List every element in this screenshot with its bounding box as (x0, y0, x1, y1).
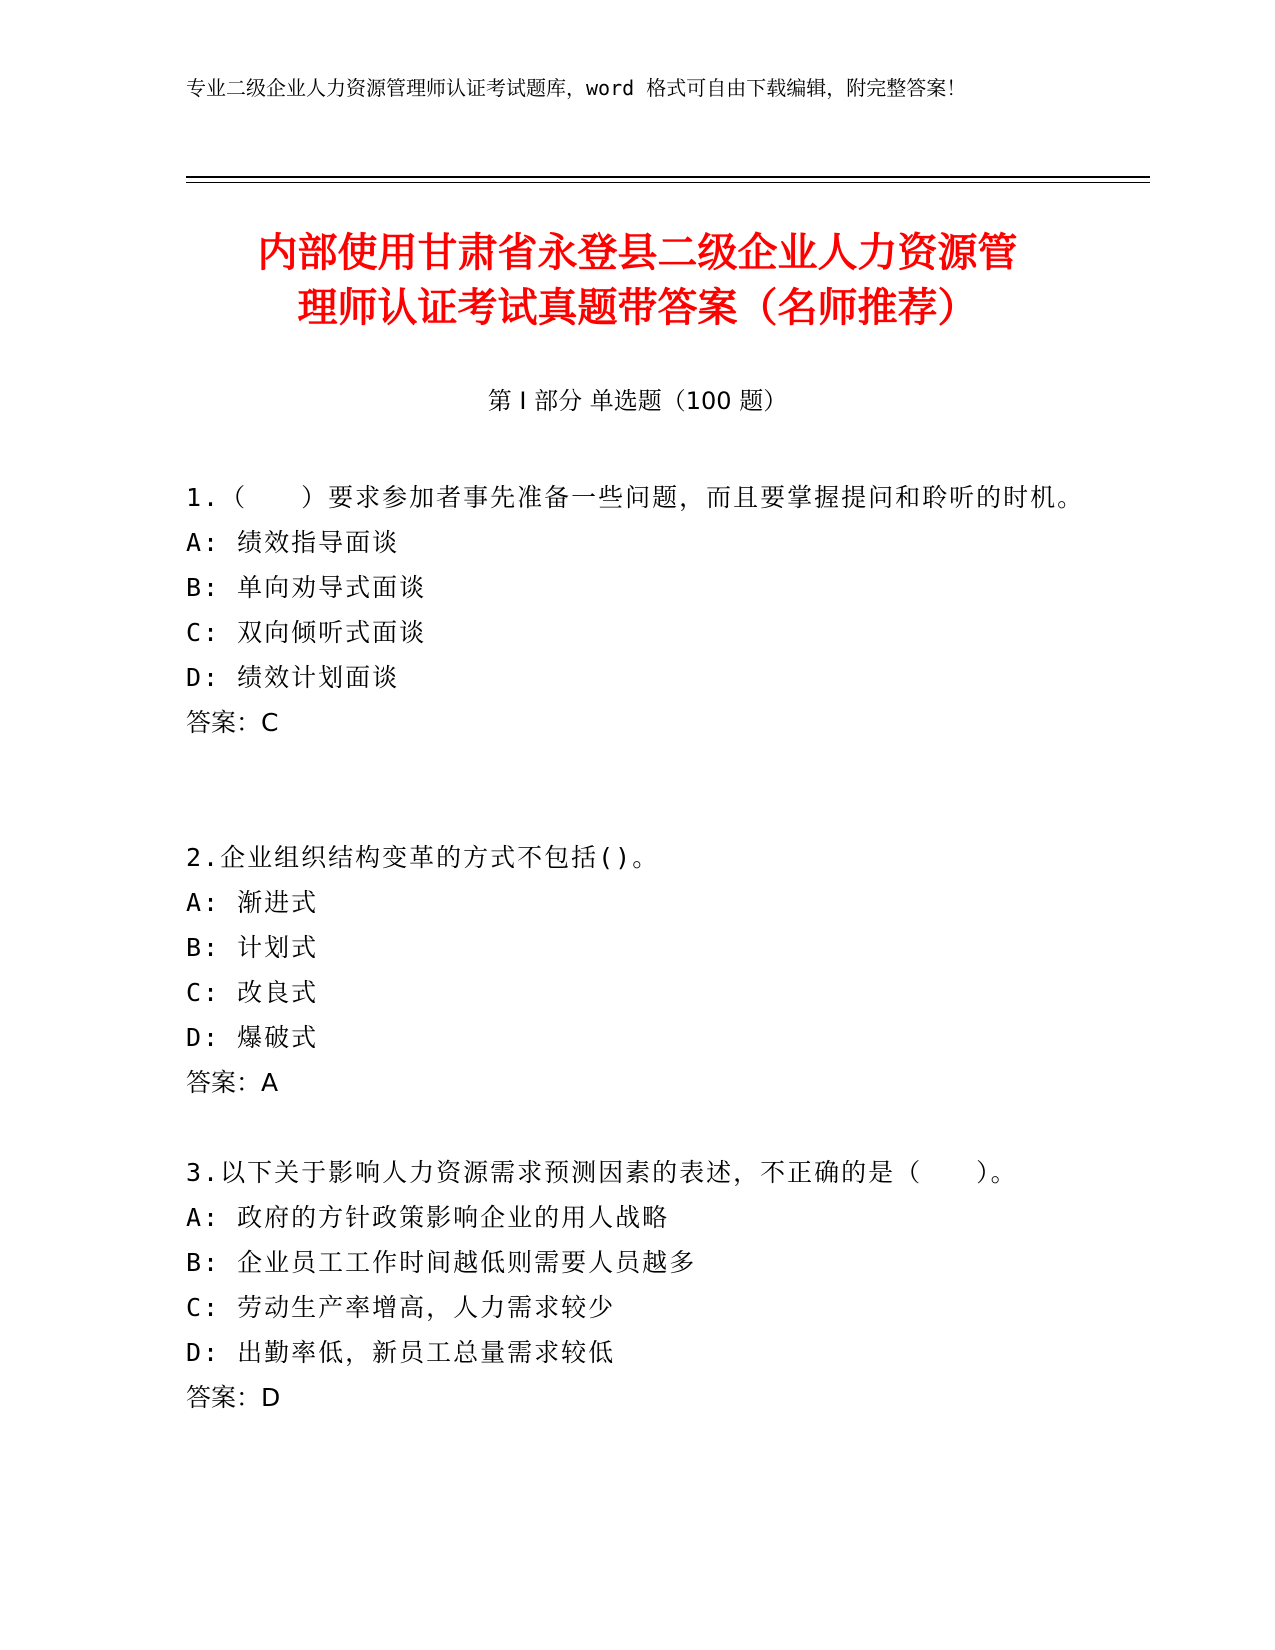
option-c: C: 双向倾听式面谈 (186, 618, 427, 647)
option-b: B: 企业员工工作时间越低则需要人员越多 (186, 1248, 697, 1277)
option-d: D: 绩效计划面谈 (186, 663, 400, 692)
question-2 (186, 835, 1086, 1105)
option-d: D: 爆破式 (186, 1023, 319, 1052)
answer: 答案：C (186, 708, 279, 737)
section-heading: 第 I 部分 单选题（100 题） (487, 387, 788, 415)
option-c: C: 劳动生产率增高，人力需求较少 (186, 1293, 616, 1322)
header-divider-thick (186, 176, 1150, 178)
question-stem: 2.企业组织结构变革的方式不包括()。 (186, 843, 660, 872)
document-title-line-1: 内部使用甘肃省永登县二级企业人力资源管 (257, 230, 1018, 276)
option-a: A: 渐进式 (186, 888, 319, 917)
header-divider-thin (186, 182, 1150, 183)
question-3 (186, 1150, 1086, 1420)
answer: 答案：A (186, 1068, 279, 1097)
answer: 答案：D (186, 1383, 281, 1412)
option-c: C: 改良式 (186, 978, 319, 1007)
document-title (150, 226, 1125, 336)
header-note: 专业二级企业人力资源管理师认证考试题库，word 格式可自由下载编辑，附完整答案！ (186, 76, 967, 100)
option-a: A: 政府的方针政策影响企业的用人战略 (186, 1203, 670, 1232)
question-1 (186, 475, 1086, 745)
question-stem: 1.（ ）要求参加者事先准备一些问题，而且要掌握提问和聆听的时机。 (186, 483, 1085, 512)
option-b: B: 单向劝导式面谈 (186, 573, 427, 602)
question-stem: 3.以下关于影响人力资源需求预测因素的表述，不正确的是（ ）。 (186, 1158, 1018, 1187)
option-d: D: 出勤率低，新员工总量需求较低 (186, 1338, 616, 1367)
option-a: A: 绩效指导面谈 (186, 528, 400, 557)
document-title-line-2: 理师认证考试真题带答案（名师推荐） (297, 285, 978, 331)
option-b: B: 计划式 (186, 933, 319, 962)
